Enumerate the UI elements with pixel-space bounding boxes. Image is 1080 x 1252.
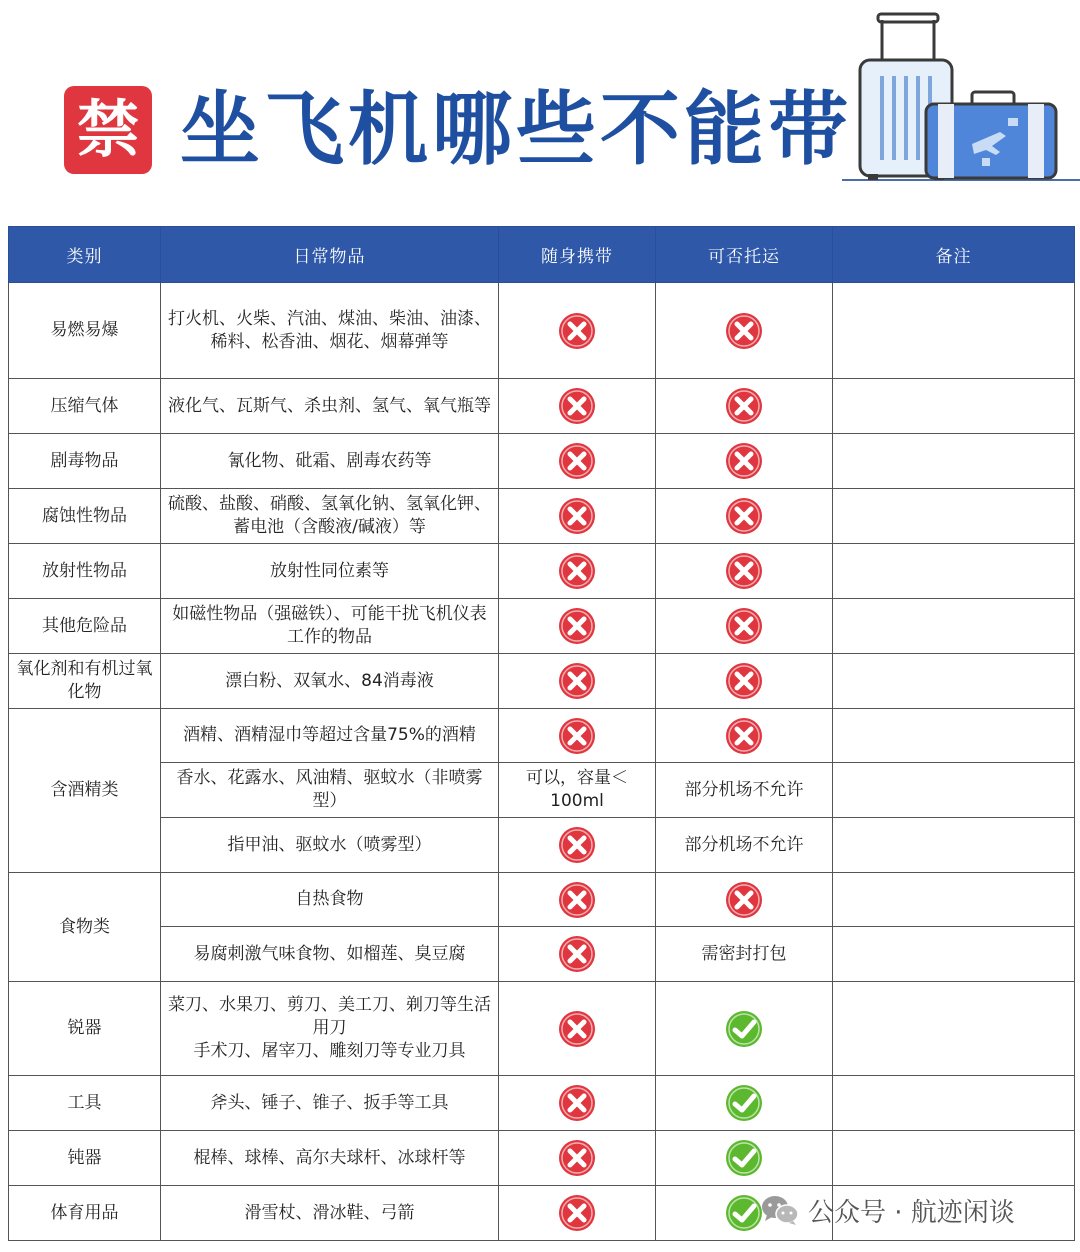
page-header xyxy=(0,0,1080,200)
checked-text: 需密封打包 xyxy=(656,927,833,982)
category-cell: 放射性物品 xyxy=(9,544,161,599)
table-row xyxy=(9,763,1075,818)
items-cell: 棍棒、球棒、高尔夫球杆、冰球杆等 xyxy=(161,1131,499,1186)
table-row xyxy=(9,489,1075,544)
category-cell: 氧化剂和有机过氧化物 xyxy=(9,654,161,709)
note-cell xyxy=(833,982,1075,1076)
carry-on-status xyxy=(499,927,656,982)
table-row xyxy=(9,818,1075,873)
red-x-icon xyxy=(557,496,597,536)
note-cell xyxy=(833,1076,1075,1131)
green-check-icon xyxy=(724,1009,764,1049)
red-x-icon xyxy=(724,441,764,481)
items-cell: 滑雪杖、滑冰鞋、弓箭 xyxy=(161,1186,499,1241)
red-x-icon xyxy=(724,716,764,756)
red-x-icon xyxy=(557,1083,597,1123)
items-cell: 酒精、酒精湿巾等超过含量75%的酒精 xyxy=(161,709,499,763)
category-cell: 含酒精类 xyxy=(9,709,161,873)
items-cell: 斧头、锤子、锥子、扳手等工具 xyxy=(161,1076,499,1131)
note-cell xyxy=(833,927,1075,982)
note-cell xyxy=(833,434,1075,489)
category-cell: 工具 xyxy=(9,1076,161,1131)
prohibited-items-table xyxy=(8,226,1075,1241)
ban-badge: 禁 xyxy=(64,86,152,174)
items-cell: 香水、花露水、风油精、驱蚊水（非喷雾型） xyxy=(161,763,499,818)
category-cell: 其他危险品 xyxy=(9,599,161,654)
red-x-icon xyxy=(724,551,764,591)
red-x-icon xyxy=(557,716,597,756)
table-row xyxy=(9,1076,1075,1131)
green-check-icon xyxy=(724,1193,764,1233)
red-x-icon xyxy=(724,386,764,426)
category-cell: 腐蚀性物品 xyxy=(9,489,161,544)
table-row xyxy=(9,434,1075,489)
checked-status xyxy=(656,654,833,709)
carry-on-status xyxy=(499,434,656,489)
table-header-row xyxy=(9,227,1075,283)
table-row xyxy=(9,654,1075,709)
note-cell xyxy=(833,599,1075,654)
red-x-icon xyxy=(557,934,597,974)
red-x-icon xyxy=(557,880,597,920)
carry-on-status xyxy=(499,873,656,927)
carry-on-status xyxy=(499,654,656,709)
category-cell: 压缩气体 xyxy=(9,379,161,434)
table-row xyxy=(9,379,1075,434)
red-x-icon xyxy=(557,825,597,865)
items-cell: 漂白粉、双氧水、84消毒液 xyxy=(161,654,499,709)
items-cell: 菜刀、水果刀、剪刀、美工刀、剃刀等生活用刀 手术刀、屠宰刀、雕刻刀等专业刀具 xyxy=(161,982,499,1076)
carry-on-status xyxy=(499,1131,656,1186)
carry-on-status xyxy=(499,283,656,379)
items-cell: 如磁性物品（强磁铁）、可能干扰飞机仪表工作的物品 xyxy=(161,599,499,654)
table-row xyxy=(9,873,1075,927)
items-cell: 指甲油、驱蚊水（喷雾型） xyxy=(161,818,499,873)
carry-on-status xyxy=(499,982,656,1076)
green-check-icon xyxy=(724,1138,764,1178)
note-cell xyxy=(833,283,1075,379)
items-cell: 液化气、瓦斯气、杀虫剂、氢气、氧气瓶等 xyxy=(161,379,499,434)
checked-status xyxy=(656,1076,833,1131)
carry-on-status xyxy=(499,818,656,873)
luggage-icon xyxy=(842,8,1080,186)
table-row xyxy=(9,283,1075,379)
note-cell xyxy=(833,873,1075,927)
carry-on-status xyxy=(499,599,656,654)
red-x-icon xyxy=(724,311,764,351)
items-cell: 易腐刺激气味食物、如榴莲、臭豆腐 xyxy=(161,927,499,982)
red-x-icon xyxy=(557,386,597,426)
category-cell: 钝器 xyxy=(9,1131,161,1186)
note-cell xyxy=(833,654,1075,709)
checked-text: 部分机场不允许 xyxy=(656,763,833,818)
checked-status xyxy=(656,489,833,544)
category-cell: 食物类 xyxy=(9,873,161,982)
note-cell xyxy=(833,818,1075,873)
items-cell: 放射性同位素等 xyxy=(161,544,499,599)
checked-status xyxy=(656,544,833,599)
checked-status xyxy=(656,599,833,654)
table-row xyxy=(9,1131,1075,1186)
red-x-icon xyxy=(557,661,597,701)
carry-on-status xyxy=(499,379,656,434)
checked-status xyxy=(656,1131,833,1186)
checked-text: 部分机场不允许 xyxy=(656,818,833,873)
red-x-icon xyxy=(724,661,764,701)
note-cell xyxy=(833,544,1075,599)
note-cell xyxy=(833,763,1075,818)
note-cell xyxy=(833,1131,1075,1186)
checked-status xyxy=(656,982,833,1076)
col-checked: 可否托运 xyxy=(656,227,833,283)
checked-status xyxy=(656,283,833,379)
carry-on-status xyxy=(499,709,656,763)
note-cell xyxy=(833,489,1075,544)
red-x-icon xyxy=(557,1009,597,1049)
items-cell: 氰化物、砒霜、剧毒农药等 xyxy=(161,434,499,489)
category-cell: 锐器 xyxy=(9,982,161,1076)
category-cell: 剧毒物品 xyxy=(9,434,161,489)
note-cell xyxy=(833,709,1075,763)
items-cell: 自热食物 xyxy=(161,873,499,927)
col-notes: 备注 xyxy=(833,227,1075,283)
note-cell xyxy=(833,379,1075,434)
red-x-icon xyxy=(724,880,764,920)
carry-on-status xyxy=(499,1076,656,1131)
carry-on-status xyxy=(499,489,656,544)
table-row xyxy=(9,599,1075,654)
checked-status xyxy=(656,873,833,927)
items-cell: 打火机、火柴、汽油、煤油、柴油、油漆、稀料、松香油、烟花、烟幕弹等 xyxy=(161,283,499,379)
carry-on-status xyxy=(499,544,656,599)
table-row xyxy=(9,927,1075,982)
red-x-icon xyxy=(724,496,764,536)
carry-on-status xyxy=(499,1186,656,1241)
page-title: 坐飞机哪些不能带 xyxy=(180,83,852,176)
items-cell: 硫酸、盐酸、硝酸、氢氧化钠、氢氧化钾、蓄电池（含酸液/碱液）等 xyxy=(161,489,499,544)
red-x-icon xyxy=(557,551,597,591)
red-x-icon xyxy=(557,1193,597,1233)
red-x-icon xyxy=(724,606,764,646)
red-x-icon xyxy=(557,1138,597,1178)
table-row xyxy=(9,544,1075,599)
col-category: 类别 xyxy=(9,227,161,283)
red-x-icon xyxy=(557,441,597,481)
table-row xyxy=(9,709,1075,763)
carry-on-text: 可以，容量＜100ml xyxy=(499,763,656,818)
table-row xyxy=(9,982,1075,1076)
watermark-text: 公众号 · 航迹闲谈 xyxy=(808,1197,1015,1228)
category-cell: 体育用品 xyxy=(9,1186,161,1241)
checked-status xyxy=(656,379,833,434)
green-check-icon xyxy=(724,1083,764,1123)
checked-status xyxy=(656,709,833,763)
table-body xyxy=(9,283,1075,1241)
col-items: 日常物品 xyxy=(161,227,499,283)
checked-status xyxy=(656,434,833,489)
red-x-icon xyxy=(557,606,597,646)
wechat-icon xyxy=(760,1194,800,1226)
watermark xyxy=(760,1190,1015,1230)
red-x-icon xyxy=(557,311,597,351)
col-carry-on: 随身携带 xyxy=(499,227,656,283)
category-cell: 易燃易爆 xyxy=(9,283,161,379)
